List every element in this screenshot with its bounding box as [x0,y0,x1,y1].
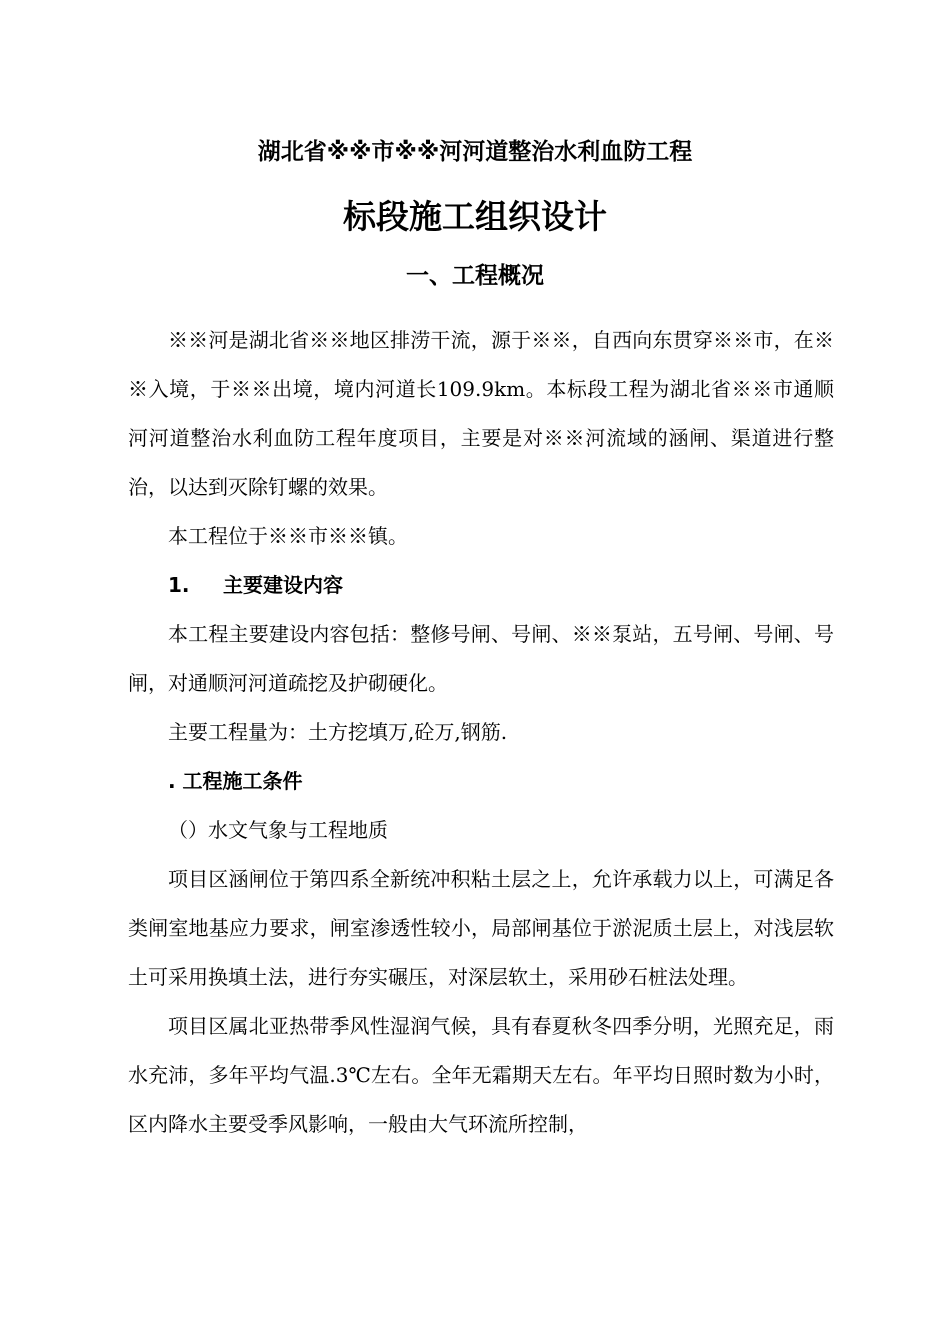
document-title-line1: 湖北省※※市※※河河道整治水利血防工程 [257,139,693,165]
paragraph-project-location: 本工程位于※※市※※镇。 [168,524,408,548]
paragraph-river-overview: ※※河是湖北省※※地区排涝干流，源于※※，自西向东贯穿※※市，在※※入境，于※※出境，境内河道长109.9km。本标段工程为湖北省※※市通顺河河道整治水利血防工程年度项目，主要是对※※河流域的涵闸、渠道进行整治，以达到灭除钉螺的效果。 [128,328,834,499]
document-body [128,316,834,1149]
paragraph-climate: 项目区属北亚热带季风性湿润气候，具有春夏秋冬四季分明，光照充足，雨水充沛，多年平均气温.3℃左右。全年无霜期天左右。年平均日照时数为小时，区内降水主要受季风影响，一般由大气环流所控制， [128,1014,834,1136]
section-heading-overview: 一、工程概况 [406,263,544,289]
subheading-main-construction [128,561,834,610]
subheading-number: 1. [168,573,190,597]
paragraph-construction-content: 本工程主要建设内容包括：整修号闸、号闸、※※泵站，五号闸、号闸、号闸，对通顺河河道疏挖及护砌硬化。 [128,622,834,695]
paragraph-geology: 项目区涵闸位于第四系全新统冲积粘土层之上，允许承载力以上，可满足各类闸室地基应力要求，闸室渗透性较小，局部闸基位于淤泥质土层上，对浅层软土可采用换填土法，进行夯实碾压，对深层软土，采用砂石桩法处理。 [128,867,834,989]
paragraph-work-quantities: 主要工程量为：土方挖填万,砼万,钢筋. [168,720,508,744]
paragraph-hydrology-title: （）水文气象与工程地质 [168,818,388,842]
document-title-line2: 标段施工组织设计 [343,197,607,236]
subheading-text: 主要建设内容 [223,573,343,597]
subheading-construction-conditions: . 工程施工条件 [168,769,303,793]
